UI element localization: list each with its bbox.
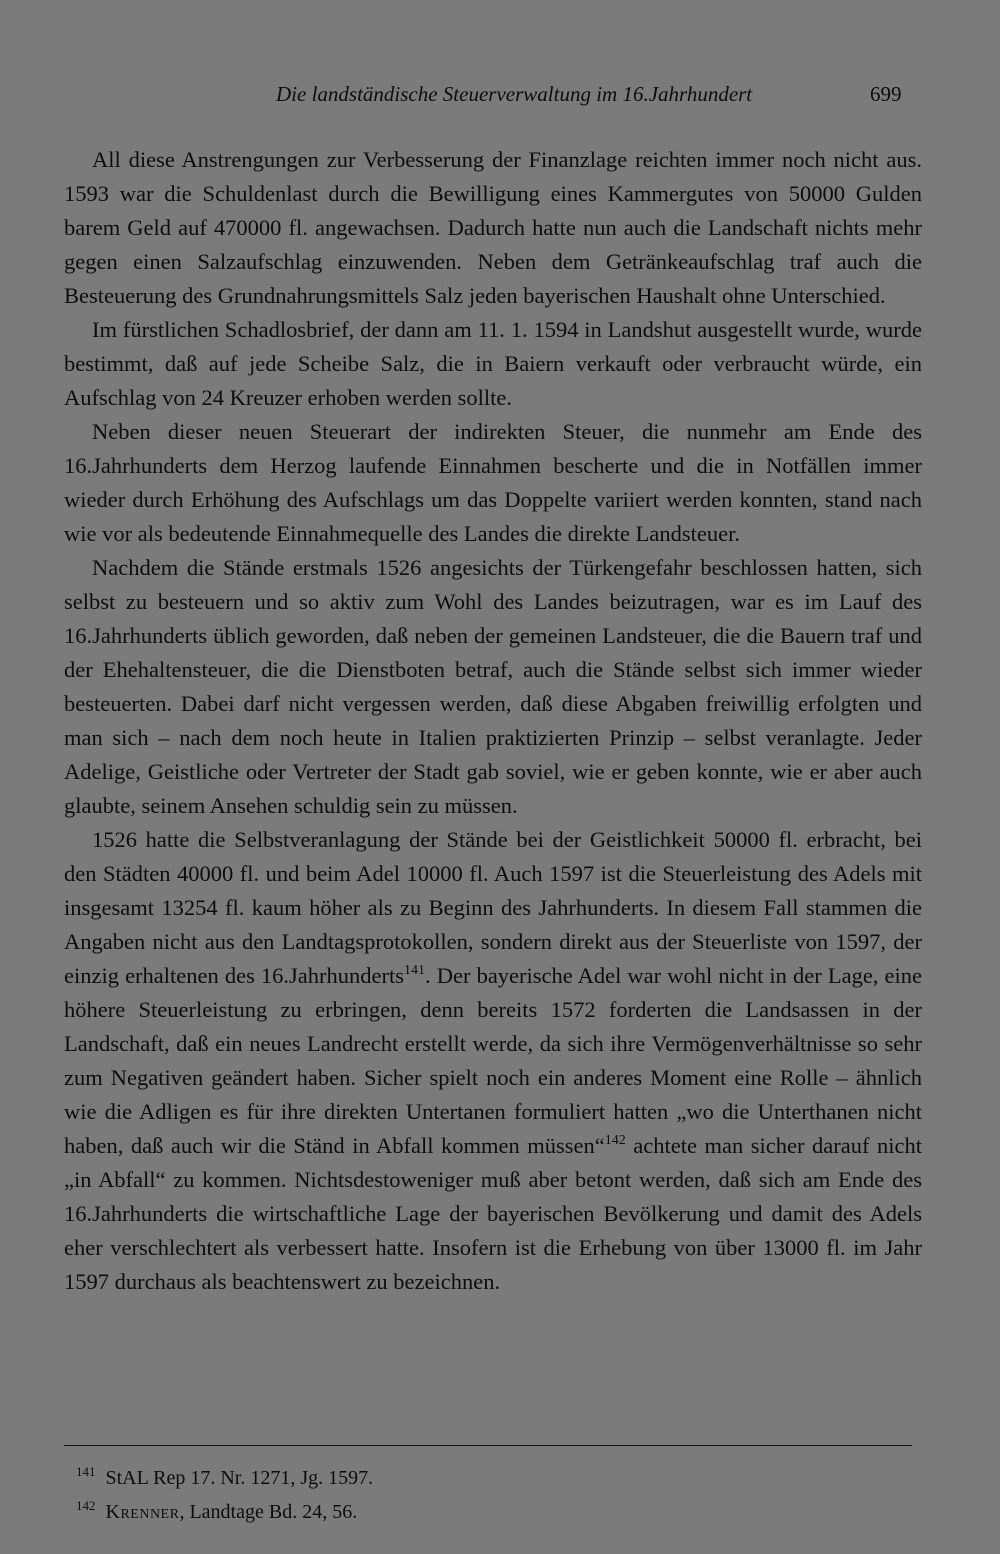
footnote-number: 142: [76, 1498, 96, 1513]
running-head-title: Die landständische Steuerverwaltung im 16.Jahrhundert: [276, 82, 753, 106]
paragraph-5-part-c: achtete man sicher darauf nicht „in Abfall“ zu kommen. Nichtsdestoweniger muß aber betont werden, daß sich am Ende des 16.Jahrhunderts die wirtschaftliche Lage der bayerischen Bevölkerung und damit des Adels eher verschlechtert als verbessert hatte. Insofern ist die Erhebung von über 13000 fl. im Jahr 1597 durchaus als beachtenswert zu bezeichnen.: [64, 1133, 922, 1294]
footnotes: [76, 1458, 776, 1526]
paragraph-3: Neben dieser neuen Steuerart der indirekten Steuer, die nunmehr am Ende des 16.Jahrhunderts dem Herzog laufende Einnahmen bescherte und die in Notfällen immer wieder durch Erhöhung des Aufschlags um das Doppelte variiert werden konnten, stand nach wie vor als bedeutende Einnahmequelle des Landes die direkte Landsteuer.: [64, 419, 922, 546]
body-text: [64, 143, 922, 1299]
footnote-ref-141: 141: [404, 963, 426, 978]
footnote-text: , Landtage Bd. 24, 56.: [179, 1501, 358, 1523]
footnote-author: Krenner: [105, 1501, 180, 1523]
footnote-141: [76, 1458, 776, 1492]
footnote-text: StAL Rep 17. Nr. 1271, Jg. 1597.: [105, 1467, 374, 1489]
paragraph-1: All diese Anstrengungen zur Verbesserung der Finanzlage reichten immer noch nicht aus. 1593 war die Schuldenlast durch die Bewilligung eines Kammergutes von 50000 Gulden barem Geld auf 470000 fl. angewachsen. Dadurch hatte nun auch die Landschaft nichts mehr gegen einen Salzaufschlag einzuwenden. Neben dem Getränkeaufschlag traf auch die Besteuerung des Grundnahrungsmittels Salz jeden bayerischen Haushalt ohne Unterschied.: [64, 147, 922, 308]
paragraph-5-part-a: 1526 hatte die Selbstveranlagung der Stände bei der Geistlichkeit 50000 fl. erbracht, bei den Städten 40000 fl. und beim Adel 10000 fl. Auch 1597 ist die Steuerleistung des Adels mit insgesamt 13254 fl. kaum höher als zu Beginn des Jahrhunderts. In diesem Fall stammen die Angaben nicht aus den Landtagsprotokollen, sondern direkt aus der Steuerliste von 1597, der einzig erhaltenen des 16.Jahrhunderts: [64, 827, 922, 988]
paragraph-5-part-b: . Der bayerische Adel war wohl nicht in der Lage, eine höhere Steuerleistung zu erbringen, denn bereits 1572 forderten die Landsassen in der Landschaft, daß ein neues Landrecht erstellt werde, da sich ihre Vermögenverhältnisse so sehr zum Negativen geändert haben. Sicher spielt noch ein anderes Moment eine Rolle – ähnlich wie die Adligen es für ihre direkten Untertanen formuliert hatten „wo die Unterthanen nicht haben, daß auch wir die Ständ in Abfall kommen müssen“: [64, 963, 922, 1158]
running-head: [0, 82, 1000, 112]
footnote-ref-142: 142: [604, 1133, 626, 1148]
paragraph-5: [64, 823, 922, 1299]
footnote-divider: [64, 1445, 912, 1446]
paragraph-2: Im fürstlichen Schadlosbrief, der dann am 11. 1. 1594 in Landshut ausgestellt wurde, wurde bestimmt, daß auf jede Scheibe Salz, die in Baiern verkauft oder verbraucht würde, ein Aufschlag von 24 Kreuzer erhoben werden sollte.: [64, 317, 922, 410]
footnote-number: 141: [76, 1464, 96, 1479]
page-number: 699: [870, 82, 902, 106]
footnote-142: [76, 1492, 776, 1526]
paragraph-4: Nachdem die Stände erstmals 1526 angesichts der Türkengefahr beschlossen hatten, sich selbst zu besteuern und so aktiv zum Wohl des Landes beizutragen, war es im Lauf des 16.Jahrhunderts üblich geworden, daß neben der gemeinen Landsteuer, die die Bauern traf und der Ehehaltensteuer, die die Dienstboten betraf, auch die Stände selbst sich immer wieder besteuerten. Dabei darf nicht vergessen werden, daß diese Abgaben freiwillig erfolgten und man sich – nach dem noch heute in Italien praktizierten Prinzip – selbst veranlagte. Jeder Adelige, Geistliche oder Vertreter der Stadt gab soviel, wie er geben konnte, wie er aber auch glaubte, seinem Ansehen schuldig sein zu müssen.: [64, 555, 922, 818]
